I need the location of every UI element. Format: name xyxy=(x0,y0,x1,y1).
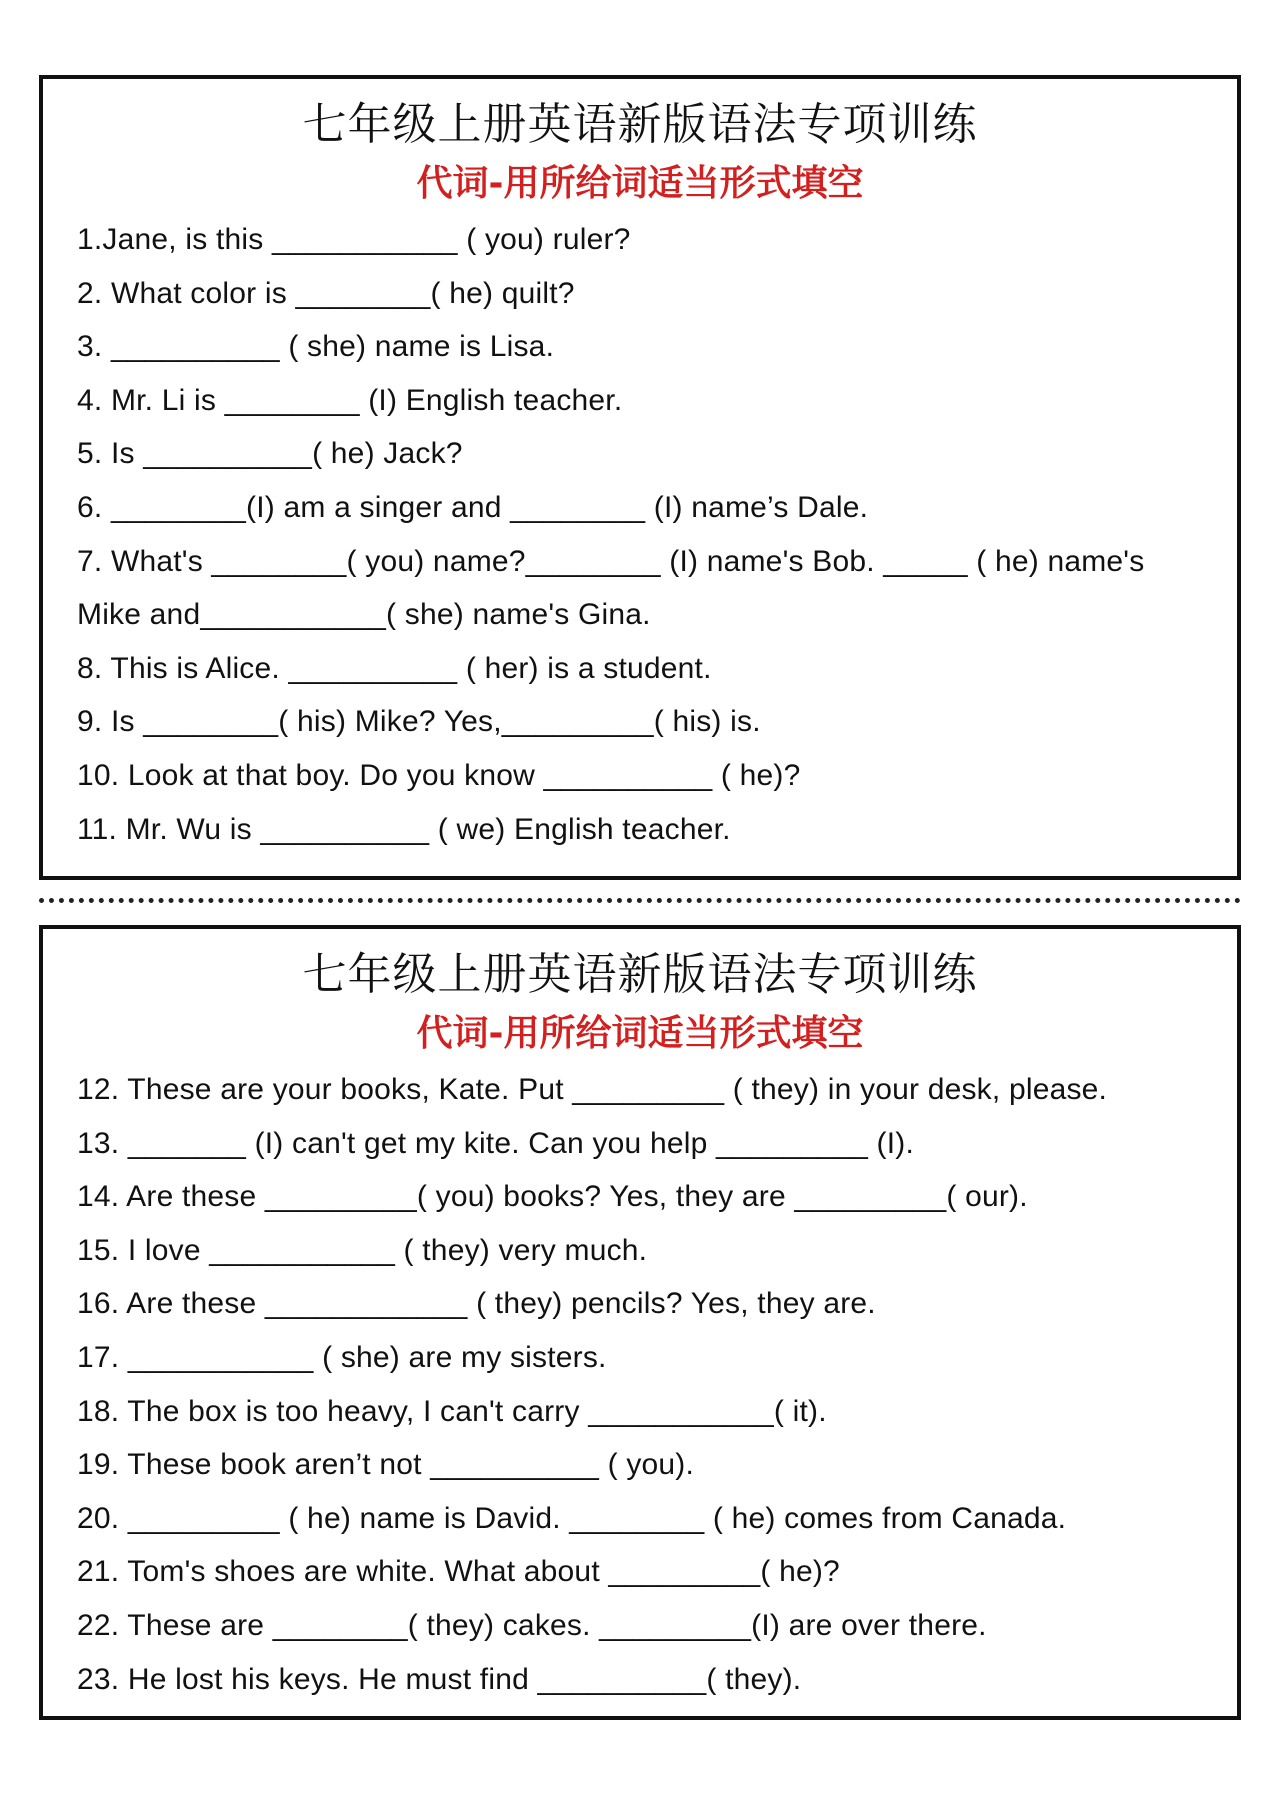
question-11: 11. Mr. Wu is __________ ( we) English teacher. xyxy=(77,812,731,846)
question-13: 13. _______ (I) can't get my kite. Can you help _________ (I). xyxy=(77,1126,914,1160)
worksheet-title: 七年级上册英语新版语法专项训练 xyxy=(302,949,978,1000)
question-18: 18. The box is too heavy, I can't carry ___________( it). xyxy=(77,1394,827,1428)
question-15: 15. I love ___________ ( they) very much. xyxy=(77,1233,648,1267)
question-5: 5. Is __________( he) Jack? xyxy=(77,437,463,471)
question-20: 20. _________ ( he) name is David. ________ ( he) comes from Canada. xyxy=(77,1501,1067,1535)
question-7: 7. What's ________( you) name?________ (I) name's Bob. _____ ( he) name's Mike and___________( she) name's Gina. xyxy=(77,544,1145,632)
question-16: 16. Are these ____________ ( they) pencils? Yes, they are. xyxy=(77,1287,876,1321)
question-4: 4. Mr. Li is ________ (I) English teacher. xyxy=(77,383,623,417)
worksheet-part-1 xyxy=(39,75,1241,880)
question-1: 1.Jane, is this ___________ ( you) ruler? xyxy=(77,223,631,256)
question-21: 21. Tom's shoes are white. What about _________( he)? xyxy=(77,1555,840,1589)
question-list xyxy=(77,213,1203,856)
question-list xyxy=(77,1063,1203,1706)
question-8: 8. This is Alice. __________ ( her) is a student. xyxy=(77,651,712,685)
question-22: 22. These are ________( they) cakes. _________(I) are over there. xyxy=(77,1608,987,1642)
worksheet-subtitle: 代词-用所给词适当形式填空 xyxy=(416,1013,864,1054)
question-10: 10. Look at that boy. Do you know __________ ( he)? xyxy=(77,758,801,792)
question-14: 14. Are these _________( you) books? Yes, they are _________( our). xyxy=(77,1180,1028,1214)
worksheet-title: 七年级上册英语新版语法专项训练 xyxy=(302,99,978,150)
question-19: 19. These book aren’t not __________ ( you). xyxy=(77,1448,695,1482)
question-6: 6. ________(I) am a singer and ________ (I) name’s Dale. xyxy=(77,490,869,524)
worksheet-part-2 xyxy=(39,925,1241,1720)
question-3: 3. __________ ( she) name is Lisa. xyxy=(77,330,555,364)
dotted-divider xyxy=(39,898,1241,903)
question-9: 9. Is ________( his) Mike? Yes,_________( his) is. xyxy=(77,705,761,739)
question-2: 2. What color is ________( he) quilt? xyxy=(77,276,575,310)
question-12: 12. These are your books, Kate. Put _________ ( they) in your desk, please. xyxy=(77,1073,1108,1106)
question-17: 17. ___________ ( she) are my sisters. xyxy=(77,1340,607,1374)
worksheet-subtitle: 代词-用所给词适当形式填空 xyxy=(416,163,864,204)
question-23: 23. He lost his keys. He must find __________( they). xyxy=(77,1662,802,1696)
